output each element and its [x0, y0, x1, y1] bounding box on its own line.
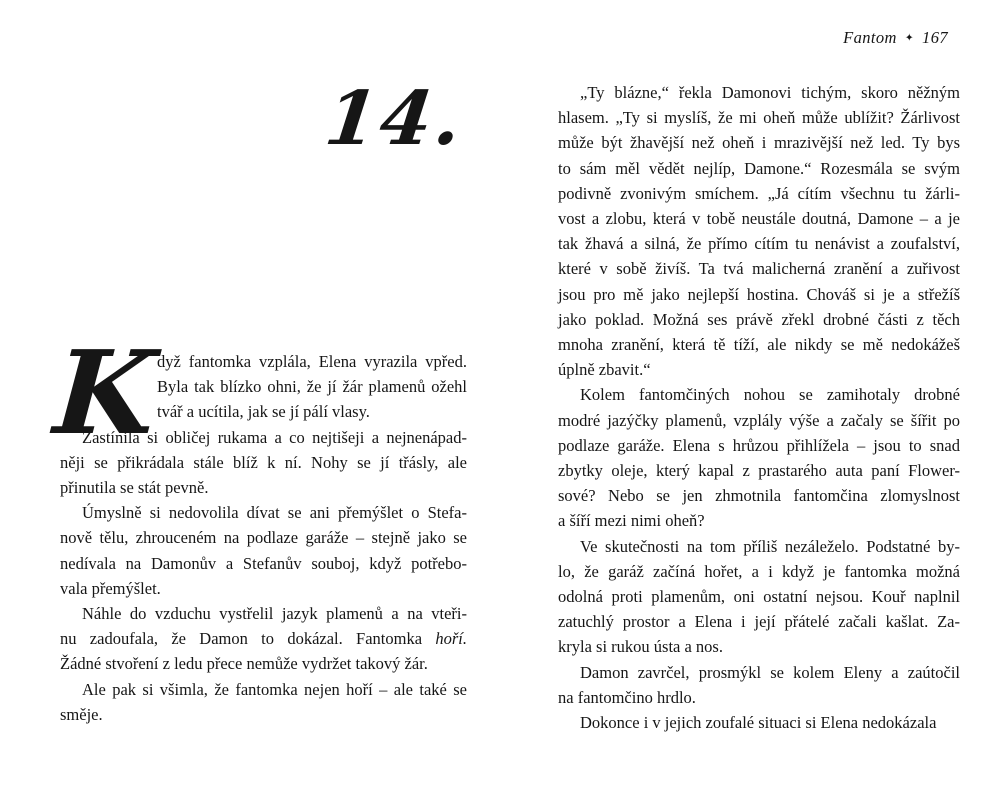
text-line: tvář a ucítila, jak se jí pálí vlasy. — [157, 402, 370, 422]
text-line: dyž fantomka vzplála, Elena vyrazila vpřed. — [157, 352, 467, 371]
italic-text-segment: hoří. — [435, 629, 467, 649]
text-line: úplně zbavit.“ — [558, 360, 651, 380]
text-line: vost a zlobu, která v tobě neustále doutná, Damone – a je — [558, 209, 960, 229]
paragraph — [558, 382, 960, 533]
text-line: Ve skutečnosti na tom příliš nezáleželo. Podstatné by- — [580, 536, 960, 556]
paragraph — [558, 710, 960, 735]
text-line: které v sobě živíš. Ta tvá malicherná zranění a zuřivost — [558, 259, 960, 279]
running-header — [558, 28, 948, 48]
text-line: kryla si rukou ústa a nos. — [558, 637, 723, 657]
drop-cap: K — [50, 326, 160, 461]
paragraph — [558, 660, 960, 710]
text-segment: nu zadoufala, že Damon to dokázal. Fantomka — [60, 629, 436, 649]
text-line: na fantomčino hrdlo. — [558, 687, 696, 707]
text-line: něji se přikrádala stále blíž k ní. Nohy se jí třásly, ale — [60, 452, 467, 472]
text-line: zatuchlý prostor a Elena i její přátelé začali kašlat. Za- — [558, 612, 960, 632]
diamond-icon: ✦ — [904, 32, 915, 44]
left-page-text — [50, 326, 467, 727]
text-line: Žádné stvoření z ledu přece nemůže vydržet takový žár. — [60, 654, 428, 674]
right-page-text — [558, 80, 960, 735]
text-line: Zastínila si obličej rukama a co nejtišeji a nejnenápad- — [82, 427, 467, 447]
text-line: mnoha zranění, která tě tíží, ale nikdy se mě nedokážeš — [558, 335, 960, 355]
text-line: Damon zavrčel, prosmýkl se kolem Eleny a zaútočil — [580, 662, 960, 682]
paragraph — [60, 677, 467, 727]
text-line: Úmyslně si nedovolila dívat se ani přemýšlet o Stefa- — [82, 503, 467, 523]
text-line: a šíří mezi nimi oheň? — [558, 511, 705, 531]
text-line: Ale pak si všimla, že fantomka nejen hoří – ale také se — [82, 679, 467, 699]
text-line: může být žhavější než oheň i mrazivější než led. Ty bys — [558, 133, 960, 153]
text-line: nově tělu, zhrouceném na podlaze garáže – stejně jako se — [60, 528, 467, 548]
text-line: lo, že garáž začíná hořet, a i když je fantomka možná — [558, 561, 960, 581]
page-number: 167 — [922, 28, 948, 47]
text-line: zbytky oleje, který kapal z prastarého auta paní Flower- — [558, 461, 960, 481]
text-line: směje. — [60, 704, 103, 724]
text-line: nedívala na Damonův a Stefanův souboj, když potřebo- — [60, 553, 467, 573]
text-line: sové? Nebo se jen zhmotnila fantomčina zlomyslnost — [558, 486, 960, 506]
text-line: vala přemýšlet. — [60, 578, 161, 598]
book-title: Fantom — [843, 28, 897, 47]
text-line: to sám měl vědět nejlíp, Damone.“ Rozesmála se svým — [558, 158, 960, 178]
text-line: tak žhavá a silná, že přímo cítím tu nenávist a zoufalství, — [558, 234, 960, 254]
text-line: hlasem. „Ty si myslíš, že mi oheň může ublížit? Žárlivost — [558, 108, 960, 128]
text-line: jsou pro mě jako nejlepší hostina. Chováš si je a střežíš — [558, 284, 960, 304]
text-line — [60, 626, 467, 651]
paragraph — [558, 80, 960, 382]
text-line: Náhle do vzduchu vystřelil jazyk plamenů a na vteři- — [82, 604, 467, 624]
text-line: Dokonce i v jejich zoufalé situaci si Elena nedokázala — [580, 713, 937, 733]
paragraph — [60, 601, 467, 677]
paragraph — [558, 534, 960, 660]
text-line: podlaze garáže. Elena s hrůzou přihlížela – jsou to snad — [558, 435, 960, 455]
text-line: modré jazýčky plamenů, vzplály výše a začaly se šířit po — [558, 410, 960, 430]
paragraph — [60, 425, 467, 501]
text-line: odolná proti plamenům, oni ostatní nejsou. Kouř naplnil — [558, 587, 960, 607]
text-line: přinutila se stát pevně. — [60, 478, 209, 498]
paragraph — [60, 500, 467, 601]
text-line: podivně zvonivým smíchem. „Já cítím všechnu tu žárli- — [558, 183, 960, 203]
text-line: Kolem fantomčiných nohou se zamihotaly drobné — [580, 385, 960, 405]
chapter-number: 14. — [320, 76, 470, 162]
text-line: jako poklad. Možná ses právě zřekl drobné části z těch — [558, 309, 960, 329]
text-line: Byla tak blízko ohni, že jí žár plamenů ožehl — [157, 377, 467, 397]
text-line: „Ty blázne,“ řekla Damonovi tichým, skoro něžným — [580, 83, 960, 102]
